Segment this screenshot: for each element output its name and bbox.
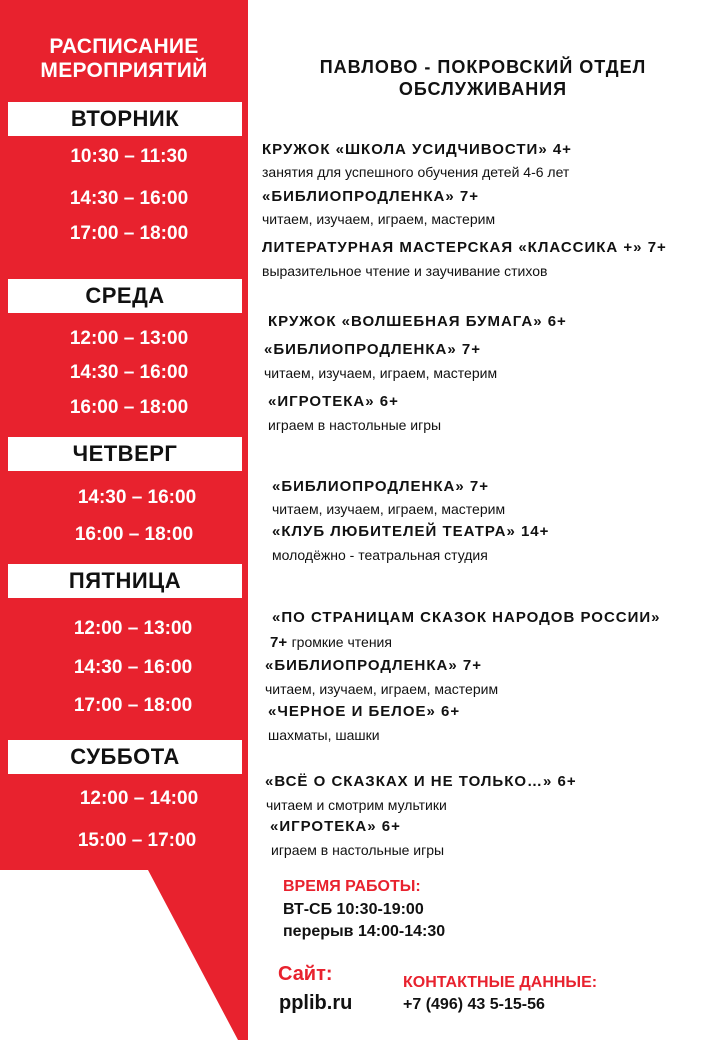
day-thursday: ЧЕТВЕРГ (8, 437, 242, 471)
event-title: КРУЖОК «ВОЛШЕБНАЯ БУМАГА» 6+ (268, 313, 567, 330)
event-description: выразительное чтение и заучивание стихов (262, 263, 548, 279)
event-title: «ИГРОТЕКА» 6+ (270, 818, 401, 835)
event-title: «КЛУБ ЛЮБИТЕЛЕЙ ТЕАТРА» 14+ (272, 523, 550, 540)
day-wednesday: СРЕДА (8, 279, 242, 313)
event-description: шахматы, шашки (268, 727, 380, 743)
time-slot: 12:00 – 13:00 (73, 618, 193, 639)
event-title: «БИБЛИОПРОДЛЕНКА» 7+ (272, 478, 489, 495)
event-title: «ИГРОТЕКА» 6+ (268, 393, 399, 410)
hours-break: перерыв 14:00-14:30 (283, 923, 446, 940)
event-description: молодёжно - театральная студия (272, 547, 488, 563)
time-slot: 14:30 – 16:00 (69, 188, 189, 209)
sidebar-title (0, 35, 248, 83)
event-description: читаем, изучаем, играем, мастерим (262, 211, 496, 227)
event-description: читаем, изучаем, играем, мастерим (265, 681, 499, 697)
contacts-phone: +7 (496) 43 5-15-56 (403, 996, 545, 1013)
event-description: играем в настольные игры (268, 417, 442, 433)
time-slot: 14:30 – 16:00 (69, 362, 189, 383)
department-title (258, 56, 708, 100)
event-description: играем в настольные игры (271, 842, 445, 858)
day-friday: ПЯТНИЦА (8, 564, 242, 598)
time-slot: 16:00 – 18:00 (74, 524, 194, 545)
event-description: читаем и смотрим мультики (266, 797, 447, 813)
event-age-line (270, 633, 392, 653)
site-label: Сайт: (278, 963, 333, 985)
event-description: громкие чтения (291, 634, 392, 650)
time-slot: 12:00 – 14:00 (79, 788, 199, 809)
contacts-label: КОНТАКТНЫЕ ДАННЫЕ: (403, 974, 598, 991)
time-slot: 17:00 – 18:00 (69, 223, 189, 244)
day-tuesday: ВТОРНИК (8, 102, 242, 136)
sidebar-title-line1: РАСПИСАНИЕ (49, 35, 199, 58)
event-title: «ВСЁ О СКАЗКАХ И НЕ ТОЛЬКО…» 6+ (265, 773, 577, 790)
time-slot: 12:00 – 13:00 (69, 328, 189, 349)
event-title: «ПО СТРАНИЦАМ СКАЗОК НАРОДОВ РОССИИ» (272, 609, 661, 626)
event-title: ЛИТЕРАТУРНАЯ МАСТЕРСКАЯ «КЛАССИКА +» 7+ (262, 239, 667, 256)
event-age: 7+ (270, 634, 288, 651)
event-title: «БИБЛИОПРОДЛЕНКА» 7+ (265, 657, 482, 674)
day-saturday: СУББОТА (8, 740, 242, 774)
event-title: «БИБЛИОПРОДЛЕНКА» 7+ (262, 188, 479, 205)
department-title-line2: ОБСЛУЖИВАНИЯ (398, 79, 568, 99)
event-description: читаем, изучаем, играем, мастерим (272, 501, 506, 517)
time-slot: 17:00 – 18:00 (73, 695, 193, 716)
time-slot: 14:30 – 16:00 (73, 657, 193, 678)
event-title: «ЧЕРНОЕ И БЕЛОЕ» 6+ (268, 703, 461, 720)
event-description: читаем, изучаем, играем, мастерим (264, 365, 498, 381)
event-description: занятия для успешного обучения детей 4-6 лет (262, 164, 570, 180)
time-slot: 14:30 – 16:00 (77, 487, 197, 508)
time-slot: 15:00 – 17:00 (77, 830, 197, 851)
time-slot: 16:00 – 18:00 (69, 397, 189, 418)
hours-heading: ВРЕМЯ РАБОТЫ: (283, 878, 421, 895)
event-title: КРУЖОК «ШКОЛА УСИДЧИВОСТИ» 4+ (262, 141, 572, 158)
department-title-line1: ПАВЛОВО - ПОКРОВСКИЙ ОТДЕЛ (319, 57, 647, 77)
event-title: «БИБЛИОПРОДЛЕНКА» 7+ (264, 341, 481, 358)
hours-days: ВТ-СБ 10:30-19:00 (283, 901, 424, 918)
site-link[interactable]: pplib.ru (279, 992, 353, 1014)
time-slot: 10:30 – 11:30 (70, 146, 188, 167)
sidebar-title-line2: МЕРОПРИЯТИЙ (40, 59, 208, 82)
